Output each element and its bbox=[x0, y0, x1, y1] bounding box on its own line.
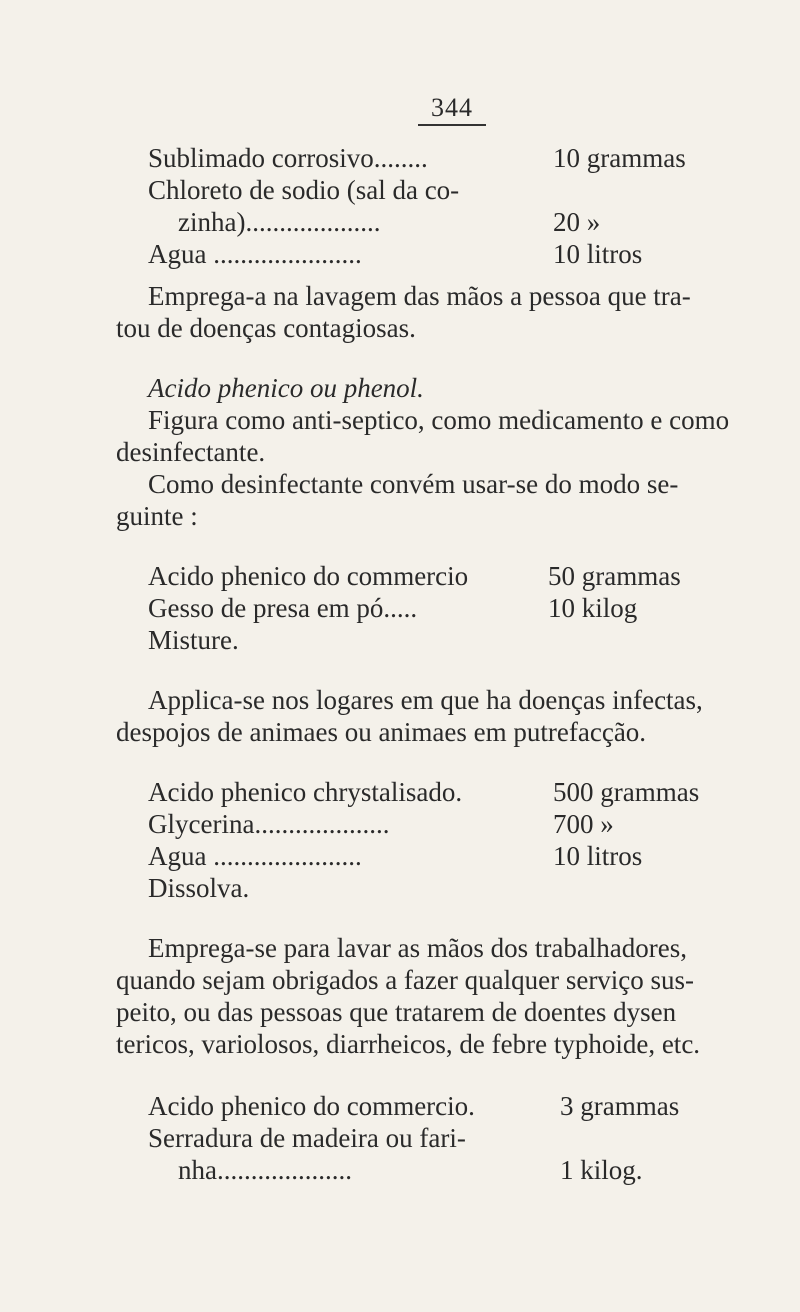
recipe-1-ingredient-2-cont: zinha).................... bbox=[178, 207, 381, 237]
paragraph-2-line-4: guinte : bbox=[116, 501, 198, 531]
recipe-4-ingredient-2: Serradura de madeira ou fari- bbox=[148, 1123, 466, 1153]
page-number: 344 bbox=[418, 92, 486, 126]
paragraph-4-line-1: Emprega-se para lavar as mãos dos trabalhadores, bbox=[148, 933, 688, 963]
recipe-2-ingredient-1: Acido phenico do commercio bbox=[148, 561, 469, 591]
recipe-1-ingredient-3: Agua ...................... bbox=[148, 239, 362, 269]
paragraph-3-line-1: Applica-se nos logares em que ha doenças infectas, bbox=[148, 685, 703, 715]
recipe-3-quantity-3: 10 litros bbox=[553, 841, 643, 871]
recipe-3-quantity-1: 500 grammas bbox=[553, 777, 700, 807]
recipe-1-ingredient-1: Sublimado corrosivo........ bbox=[148, 143, 428, 173]
recipe-4-quantity-1: 3 grammas bbox=[560, 1091, 680, 1121]
paragraph-4-line-2: quando sejam obrigados a fazer qualquer serviço sus- bbox=[116, 965, 695, 995]
recipe-3-instruction: Dissolva. bbox=[148, 873, 250, 903]
recipe-3-quantity-2: 700 » bbox=[553, 809, 614, 839]
recipe-4-quantity-2: 1 kilog. bbox=[560, 1155, 643, 1185]
paragraph-3-line-2: despojos de animaes ou animaes em putrefacção. bbox=[116, 717, 647, 747]
paragraph-2-line-3: Como desinfectante convém usar-se do modo se- bbox=[148, 469, 679, 499]
recipe-1-quantity-3: 10 litros bbox=[553, 239, 643, 269]
recipe-1-quantity-1: 10 grammas bbox=[553, 143, 686, 173]
paragraph-2-line-2: desinfectante. bbox=[116, 437, 266, 467]
recipe-2-quantity-2: 10 kilog bbox=[548, 593, 638, 623]
paragraph-1-line-1: Emprega-a na lavagem das mãos a pessoa que tra- bbox=[148, 281, 691, 311]
recipe-1-ingredient-2: Chloreto de sodio (sal da co- bbox=[148, 175, 460, 205]
recipe-2-quantity-1: 50 grammas bbox=[548, 561, 681, 591]
recipe-3-ingredient-2: Glycerina.................... bbox=[148, 809, 390, 839]
recipe-2-instruction: Misture. bbox=[148, 625, 239, 655]
paragraph-1-line-2: tou de doenças contagiosas. bbox=[116, 313, 416, 343]
recipe-4-ingredient-1: Acido phenico do commercio. bbox=[148, 1091, 475, 1121]
paragraph-2-line-1: Figura como anti-septico, como medicamento e como bbox=[148, 405, 730, 435]
recipe-3-ingredient-1: Acido phenico chrystalisado. bbox=[148, 777, 463, 807]
recipe-3-ingredient-3: Agua ...................... bbox=[148, 841, 362, 871]
recipe-2-ingredient-2: Gesso de presa em pó..... bbox=[148, 593, 418, 623]
section-title: Acido phenico ou phenol. bbox=[148, 373, 424, 403]
paragraph-4-line-4: tericos, variolosos, diarrheicos, de febre typhoide, etc. bbox=[116, 1029, 701, 1059]
recipe-1-quantity-2: 20 » bbox=[553, 207, 601, 237]
recipe-4-ingredient-2-cont: nha.................... bbox=[178, 1155, 352, 1185]
paragraph-4-line-3: peito, ou das pessoas que tratarem de doentes dysen bbox=[116, 997, 677, 1027]
